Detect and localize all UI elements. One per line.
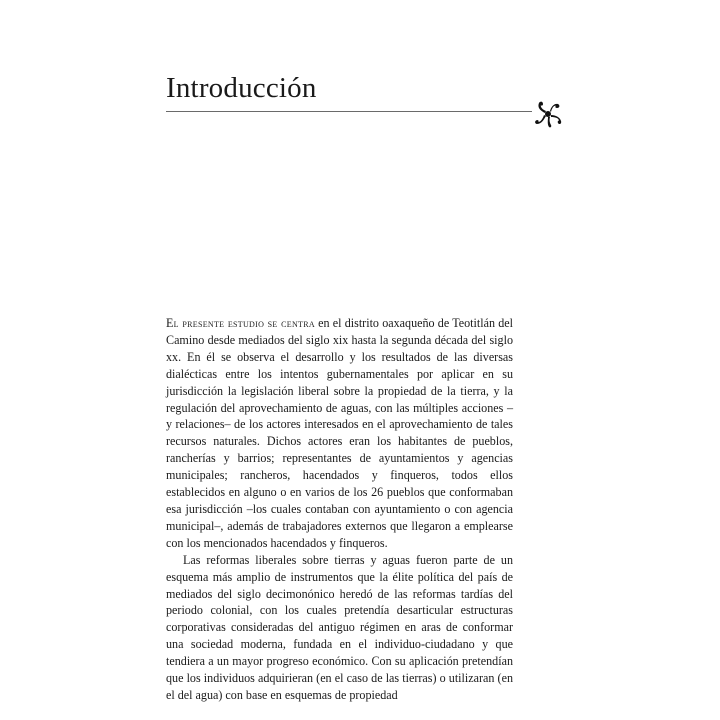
paragraph-1-text: en el distrito oaxaqueño de Teotitlán del Camino desde mediados del siglo xix hasta la segunda década del siglo xx. En él se observa el desarrollo y los resultados de las diversas dialécticas entre los intentos gubernamentales por aplicar en su jurisdicción la legislación liberal sobre la propiedad de la tierra, y la regulación del aprovechamiento de aguas, con las múltiples acciones –y relaciones– de los actores interesados en el aprovechamiento de tales recursos naturales. Dichos actores eran los habitantes de pueblos, rancherías y barrios; representantes de ayuntamientos y agencias municipales; rancheros, hacendados y finqueros, todos ellos establecidos en alguno o en varios de los 26 pueblos que conformaban esa jurisdicción –los cuales contaban con ayuntamiento o con agencia municipal–, además de trabajadores externos que llegaron a emplearse con los mencionados hacendados y finqueros. (166, 316, 513, 550)
title-rule (166, 111, 532, 112)
paragraph-1 (166, 315, 513, 552)
page-title: Introducción (166, 72, 317, 104)
floral-fleuron-icon (533, 99, 565, 129)
paragraph-lead-small-caps: El presente estudio se centra (166, 316, 315, 330)
paragraph-2: Las reformas liberales sobre tierras y aguas fueron parte de un esquema más amplio de instrumentos que la élite política del país de mediados del siglo decimonónico heredó de las reformas tardías del periodo colonial, con los cuales pretendía desarticular estructuras corporativas consideradas del antiguo régimen en aras de conformar una sociedad moderna, fundada en el individuo-ciudadano y que tendiera a un mayor progreso económico. Con su aplicación pretendían que los individuos adquirieran (en el caso de las tierras) o utilizaran (en el del agua) con base en esquemas de propiedad (166, 552, 513, 702)
body-text (166, 315, 513, 704)
